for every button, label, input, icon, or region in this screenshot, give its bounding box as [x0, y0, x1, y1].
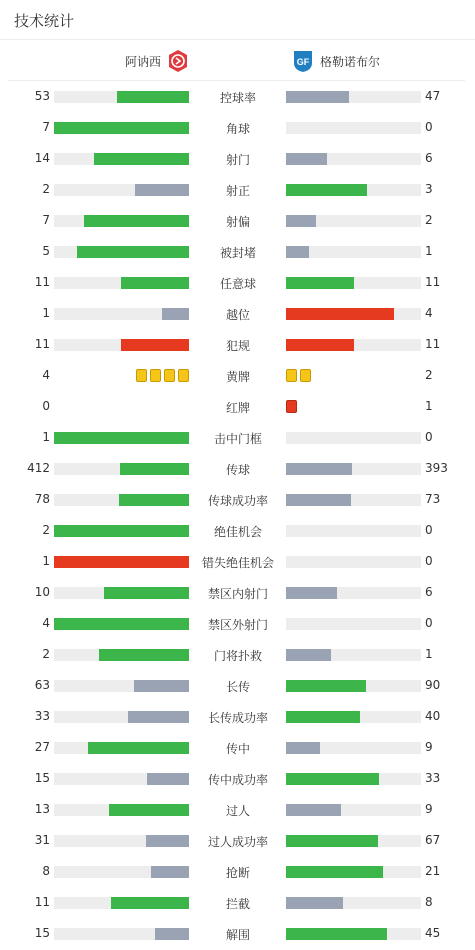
stat-row	[0, 391, 475, 422]
home-stat-value: 53	[34, 89, 50, 103]
away-stat-value: 21	[425, 864, 441, 878]
away-stat-value: 9	[425, 740, 433, 754]
home-stat-bar	[54, 91, 189, 103]
home-stat-value: 0	[42, 399, 50, 413]
away-stat-bar	[286, 277, 421, 289]
away-stat-bar-fill	[286, 866, 383, 878]
home-stat-value: 7	[42, 120, 50, 134]
away-stat-bar	[286, 804, 421, 816]
stat-row	[0, 453, 475, 484]
home-stat-bar	[54, 308, 189, 320]
header	[0, 0, 475, 40]
away-stat-value: 2	[425, 368, 433, 382]
away-stat-value: 67	[425, 833, 441, 847]
home-stat-value: 11	[34, 337, 50, 351]
home-stat-value: 8	[42, 864, 50, 878]
home-stat-bar-fill	[135, 184, 189, 196]
home-stat-bar-fill	[146, 835, 189, 847]
away-stat-value: 0	[425, 554, 433, 568]
stat-row	[0, 174, 475, 205]
away-stat-value: 9	[425, 802, 433, 816]
home-stat-value: 1	[42, 554, 50, 568]
stat-row	[0, 298, 475, 329]
away-stat-bar	[286, 773, 421, 785]
home-cards	[136, 369, 189, 382]
home-stat-bar	[54, 432, 189, 444]
home-stat-value: 2	[42, 647, 50, 661]
home-stat-bar-fill	[121, 277, 189, 289]
stat-row	[0, 267, 475, 298]
away-stat-bar-fill	[286, 711, 360, 723]
home-stat-bar-fill	[109, 804, 189, 816]
away-stat-value: 393	[425, 461, 448, 475]
stat-label: 传球成功率	[207, 494, 268, 508]
away-cards	[286, 369, 311, 382]
home-stat-bar	[54, 339, 189, 351]
away-stat-bar-fill	[286, 649, 331, 661]
away-stat-bar	[286, 866, 421, 878]
away-stat-bar-fill	[286, 773, 379, 785]
home-stat-bar	[54, 153, 189, 165]
stat-row	[0, 732, 475, 763]
stat-label: 过人	[225, 804, 250, 818]
home-stat-bar	[54, 215, 189, 227]
home-stat-bar	[54, 587, 189, 599]
yellow-card-icon	[286, 369, 297, 382]
yellow-card-icon	[178, 369, 189, 382]
away-stat-bar-fill	[286, 494, 351, 506]
stat-row	[0, 81, 475, 112]
away-stat-bar	[286, 153, 421, 165]
away-stat-bar-fill	[286, 215, 316, 227]
stat-row	[0, 422, 475, 453]
home-stat-bar	[54, 804, 189, 816]
stat-row	[0, 515, 475, 546]
home-stat-value: 5	[42, 244, 50, 258]
yellow-card-icon	[150, 369, 161, 382]
away-stat-value: 90	[425, 678, 441, 692]
home-stat-bar	[54, 773, 189, 785]
stat-label: 红牌	[225, 401, 250, 415]
home-stat-bar-fill	[54, 122, 189, 134]
stat-label: 传球	[225, 463, 250, 477]
away-stat-bar	[286, 215, 421, 227]
home-stat-bar-fill	[54, 525, 189, 537]
home-stat-value: 2	[42, 523, 50, 537]
home-stat-bar-fill	[119, 494, 189, 506]
away-stat-bar	[286, 122, 421, 134]
away-stat-bar-fill	[286, 153, 327, 165]
stat-row	[0, 143, 475, 174]
home-stat-bar	[54, 866, 189, 878]
away-stat-bar-fill	[286, 587, 337, 599]
home-stat-value: 27	[34, 740, 50, 754]
home-stat-value: 31	[34, 833, 50, 847]
home-stat-bar	[54, 184, 189, 196]
stat-row	[0, 701, 475, 732]
stat-label: 射门	[225, 153, 250, 167]
home-stat-bar-fill	[134, 680, 189, 692]
home-stat-bar	[54, 742, 189, 754]
stat-row	[0, 825, 475, 856]
home-stat-bar-fill	[111, 897, 189, 909]
away-stat-bar	[286, 897, 421, 909]
home-team-name: 阿讷西	[124, 54, 161, 69]
away-stat-value: 1	[425, 244, 433, 258]
stat-label: 角球	[225, 122, 250, 136]
stat-row	[0, 329, 475, 360]
away-stat-bar-fill	[286, 928, 387, 940]
stat-label: 被封堵	[219, 246, 256, 260]
away-stat-bar-fill	[286, 804, 341, 816]
away-stat-bar	[286, 618, 421, 630]
away-stat-value: 11	[425, 337, 441, 351]
away-stat-value: 40	[425, 709, 441, 723]
away-stat-bar	[286, 463, 421, 475]
stat-row	[0, 360, 475, 391]
home-stat-bar	[54, 494, 189, 506]
away-stat-bar	[286, 432, 421, 444]
stat-label: 黄牌	[225, 370, 250, 384]
stat-row	[0, 577, 475, 608]
away-stat-bar	[286, 711, 421, 723]
home-stat-bar	[54, 928, 189, 940]
teams-header	[8, 41, 465, 81]
stats-list	[0, 81, 475, 949]
away-stat-bar-fill	[286, 246, 309, 258]
stat-row	[0, 236, 475, 267]
stat-label: 门将扑救	[213, 649, 262, 663]
away-stat-bar	[286, 525, 421, 537]
away-stat-bar-fill	[286, 680, 366, 692]
stat-label: 越位	[225, 308, 250, 322]
home-stat-bar	[54, 618, 189, 630]
away-stat-value: 73	[425, 492, 441, 506]
home-stat-value: 7	[42, 213, 50, 227]
stat-label: 任意球	[219, 277, 256, 291]
home-stat-bar-fill	[121, 339, 189, 351]
home-stat-bar	[54, 122, 189, 134]
away-stat-value: 0	[425, 120, 433, 134]
red-card-icon	[286, 400, 297, 413]
page-title: 技术统计	[14, 12, 75, 30]
away-stat-value: 1	[425, 647, 433, 661]
away-stat-value: 2	[425, 213, 433, 227]
home-stat-value: 1	[42, 306, 50, 320]
away-stat-bar-fill	[286, 339, 354, 351]
stat-label: 禁区内射门	[207, 587, 268, 601]
home-stat-value: 63	[34, 678, 50, 692]
home-stat-value: 11	[34, 895, 50, 909]
home-stat-bar	[54, 897, 189, 909]
home-stat-bar-fill	[155, 928, 189, 940]
away-stat-value: 0	[425, 523, 433, 537]
home-stat-bar	[54, 277, 189, 289]
away-stat-bar-fill	[286, 184, 367, 196]
stat-label: 犯规	[225, 339, 250, 353]
stat-label: 拦截	[225, 897, 250, 911]
home-stat-bar	[54, 463, 189, 475]
away-badge-text: GF	[296, 57, 310, 67]
home-stat-bar	[54, 649, 189, 661]
away-stat-value: 0	[425, 616, 433, 630]
stat-label: 击中门框	[213, 432, 262, 446]
home-stat-bar	[54, 246, 189, 258]
stat-row	[0, 546, 475, 577]
away-stat-value: 8	[425, 895, 433, 909]
away-stat-value: 1	[425, 399, 433, 413]
home-stat-bar-fill	[120, 463, 189, 475]
home-stat-value: 33	[34, 709, 50, 723]
away-stat-value: 6	[425, 585, 433, 599]
away-stat-bar	[286, 587, 421, 599]
stat-label: 传中	[225, 742, 250, 756]
stat-row	[0, 205, 475, 236]
yellow-card-icon	[136, 369, 147, 382]
away-stat-bar-fill	[286, 742, 320, 754]
home-stat-bar	[54, 835, 189, 847]
stat-label: 传中成功率	[207, 773, 268, 787]
yellow-card-icon	[300, 369, 311, 382]
home-team	[125, 49, 189, 73]
away-stat-bar-fill	[286, 835, 378, 847]
stat-label: 抢断	[225, 866, 250, 880]
home-stat-bar-fill	[84, 215, 189, 227]
home-stat-value: 4	[42, 616, 50, 630]
home-stat-value: 15	[34, 771, 50, 785]
away-stat-bar-fill	[286, 463, 352, 475]
stat-row	[0, 484, 475, 515]
home-stat-value: 14	[34, 151, 50, 165]
away-stat-value: 6	[425, 151, 433, 165]
away-stat-bar-fill	[286, 308, 394, 320]
home-stat-bar-fill	[54, 432, 189, 444]
stat-row	[0, 639, 475, 670]
away-stat-value: 4	[425, 306, 433, 320]
stat-label: 射偏	[225, 215, 250, 229]
home-stat-value: 13	[34, 802, 50, 816]
home-stat-bar-fill	[54, 618, 189, 630]
away-team-badge-icon	[292, 49, 314, 73]
stat-row	[0, 608, 475, 639]
home-stat-bar	[54, 680, 189, 692]
home-stat-value: 15	[34, 926, 50, 940]
home-stat-bar	[54, 525, 189, 537]
away-stat-value: 0	[425, 430, 433, 444]
home-stat-bar-fill	[88, 742, 189, 754]
stat-row	[0, 670, 475, 701]
home-stat-value: 10	[34, 585, 50, 599]
home-stat-value: 11	[34, 275, 50, 289]
home-stat-value: 4	[42, 368, 50, 382]
away-stat-value: 11	[425, 275, 441, 289]
stat-label: 长传	[225, 680, 250, 694]
away-stat-value: 33	[425, 771, 441, 785]
stat-label: 错失绝佳机会	[201, 556, 274, 570]
away-stat-bar	[286, 308, 421, 320]
away-stat-bar	[286, 246, 421, 258]
away-stat-bar	[286, 184, 421, 196]
stat-row	[0, 887, 475, 918]
home-stat-bar-fill	[99, 649, 189, 661]
stat-label: 过人成功率	[207, 835, 268, 849]
away-stat-bar-fill	[286, 897, 343, 909]
home-stat-bar-fill	[94, 153, 189, 165]
away-stat-bar	[286, 928, 421, 940]
away-stat-bar	[286, 680, 421, 692]
home-stat-bar-fill	[147, 773, 189, 785]
home-stat-value: 412	[27, 461, 50, 475]
away-stat-bar	[286, 91, 421, 103]
away-stat-value: 45	[425, 926, 441, 940]
home-team-badge-icon	[167, 49, 189, 73]
yellow-card-icon	[164, 369, 175, 382]
stat-row	[0, 794, 475, 825]
home-stat-bar	[54, 556, 189, 568]
stat-label: 长传成功率	[207, 711, 268, 725]
stat-label: 射正	[225, 184, 250, 198]
away-stat-bar	[286, 494, 421, 506]
stat-label: 解围	[225, 928, 250, 942]
home-stat-bar-fill	[104, 587, 189, 599]
home-stat-value: 1	[42, 430, 50, 444]
stat-label: 控球率	[219, 91, 256, 105]
stat-row	[0, 112, 475, 143]
stat-label: 禁区外射门	[207, 618, 268, 632]
away-stat-value: 3	[425, 182, 433, 196]
home-stat-bar	[54, 711, 189, 723]
stat-row	[0, 918, 475, 949]
away-stat-bar-fill	[286, 91, 349, 103]
away-stat-bar	[286, 742, 421, 754]
home-stat-bar-fill	[162, 308, 189, 320]
home-stat-bar-fill	[77, 246, 189, 258]
stat-row	[0, 763, 475, 794]
away-stat-bar	[286, 339, 421, 351]
away-stat-bar	[286, 556, 421, 568]
stat-label: 绝佳机会	[213, 525, 262, 539]
away-stat-bar	[286, 835, 421, 847]
away-cards	[286, 400, 297, 413]
away-team	[292, 49, 380, 73]
home-stat-bar-fill	[151, 866, 189, 878]
away-stat-bar	[286, 649, 421, 661]
away-stat-value: 47	[425, 89, 441, 103]
stat-row	[0, 856, 475, 887]
home-stat-bar-fill	[117, 91, 189, 103]
home-stat-bar-fill	[54, 556, 189, 568]
home-stat-bar-fill	[128, 711, 189, 723]
away-stat-bar-fill	[286, 277, 354, 289]
home-stat-value: 2	[42, 182, 50, 196]
home-stat-value: 78	[34, 492, 50, 506]
away-team-name: 格勒诺布尔	[320, 54, 381, 69]
